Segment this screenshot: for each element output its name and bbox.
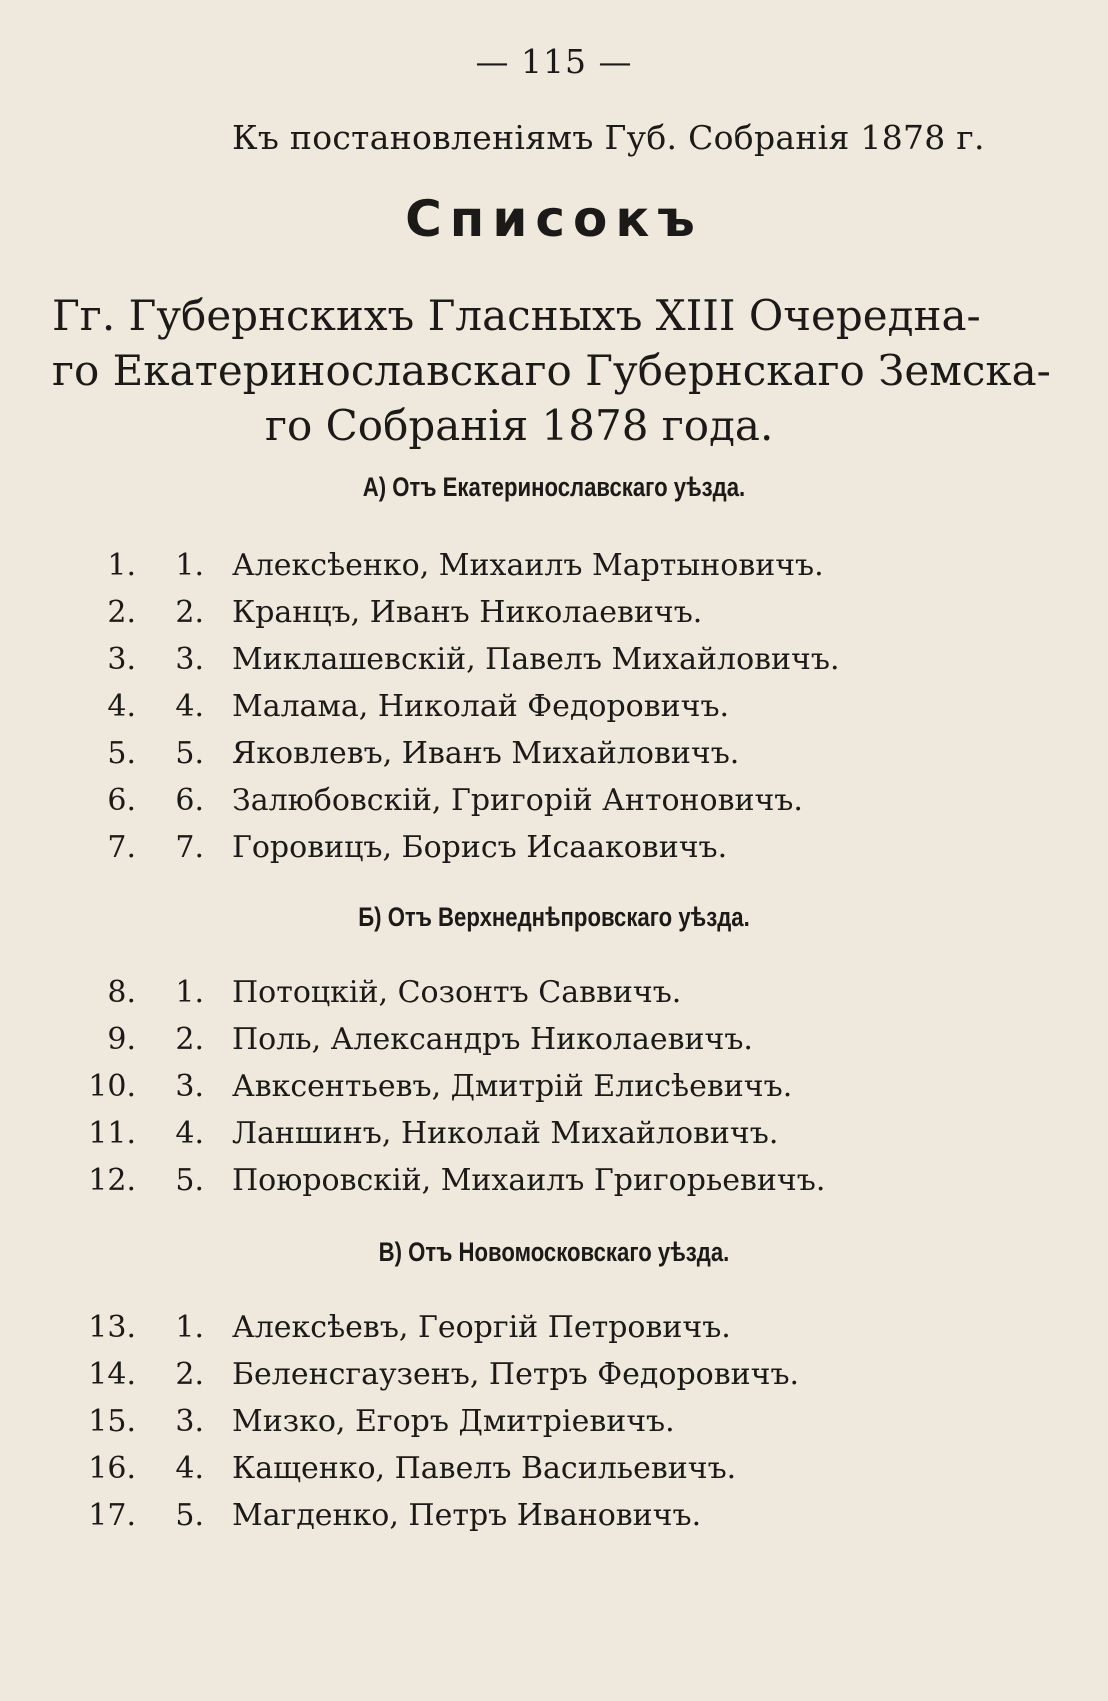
heading-line: го Собранія 1878 года. [265, 401, 774, 450]
resolution-note: Къ постановленіямъ Губ. Собранія 1878 г. [232, 118, 985, 157]
entry-global-number: 10. [88, 1069, 136, 1104]
entry-local-number: 3. [175, 1069, 204, 1104]
entry-local-number: 3. [175, 1404, 204, 1439]
entry-member-name: Поюровскій, Михаилъ Григорьевичъ. [232, 1163, 826, 1198]
entry-member-name: Горовицъ, Борисъ Исааковичъ. [232, 830, 728, 865]
entry-global-number: 14. [88, 1357, 136, 1392]
entry-member-name: Потоцкій, Созонтъ Саввичъ. [232, 975, 682, 1010]
entry-member-name: Магденко, Петръ Ивановичъ. [232, 1498, 702, 1533]
entry-global-number: 1. [107, 548, 136, 583]
entry-local-number: 6. [175, 783, 204, 818]
entry-local-number: 2. [175, 1022, 204, 1057]
entry-global-number: 3. [107, 642, 136, 677]
entry-local-number: 4. [175, 1116, 204, 1151]
entry-member-name: Алексѣевъ, Георгій Петровичъ. [232, 1310, 731, 1345]
entry-global-number: 15. [88, 1404, 136, 1439]
entry-global-number: 13. [88, 1310, 136, 1345]
entry-local-number: 4. [175, 1451, 204, 1486]
heading-line: Гг. Губернскихъ Гласныхъ XIII Очередна- [52, 291, 981, 340]
entry-local-number: 1. [175, 548, 204, 583]
entry-member-name: Залюбовскій, Григорій Антоновичъ. [232, 783, 803, 818]
entry-global-number: 11. [88, 1116, 136, 1151]
section-title-novomoskovsk: В) Отъ Новомосковскаго уѣзда. [378, 1237, 730, 1267]
entry-member-name: Беленсгаузенъ, Петръ Федоровичъ. [232, 1357, 800, 1392]
entry-member-name: Ланшинъ, Николай Михайловичъ. [232, 1116, 779, 1151]
entry-local-number: 1. [175, 975, 204, 1010]
entry-local-number: 3. [175, 642, 204, 677]
entry-local-number: 1. [175, 1310, 204, 1345]
entry-member-name: Алексѣенко, Михаилъ Мартыновичъ. [232, 548, 824, 583]
entry-member-name: Кащенко, Павелъ Васильевичъ. [232, 1451, 737, 1486]
heading-line: го Екатеринославскаго Губернскаго Земска- [52, 346, 1051, 395]
entry-member-name: Кранцъ, Иванъ Николаевичъ. [232, 595, 703, 630]
list-title: Списокъ [405, 190, 703, 248]
section-title-verkhnedneprovsk: Б) Отъ Верхнеднѣпровскаго уѣзда. [358, 902, 750, 932]
entry-local-number: 2. [175, 595, 204, 630]
entry-member-name: Яковлевъ, Иванъ Михайловичъ. [232, 736, 740, 771]
entry-member-name: Авксентьевъ, Дмитрій Елисѣевичъ. [232, 1069, 793, 1104]
entry-member-name: Малама, Николай Федоровичъ. [232, 689, 730, 724]
entry-local-number: 5. [175, 736, 204, 771]
entry-local-number: 5. [175, 1498, 204, 1533]
entry-global-number: 6. [107, 783, 136, 818]
document-heading [52, 288, 1051, 453]
entry-local-number: 4. [175, 689, 204, 724]
entry-local-number: 2. [175, 1357, 204, 1392]
entry-global-number: 12. [88, 1163, 136, 1198]
entry-local-number: 7. [175, 830, 204, 865]
entry-member-name: Миклашевскій, Павелъ Михайловичъ. [232, 642, 840, 677]
section-title-ekaterinoslav: А) Отъ Екатеринославскаго уѣзда. [362, 472, 746, 502]
entry-global-number: 17. [88, 1498, 136, 1533]
entry-global-number: 4. [107, 689, 136, 724]
entry-global-number: 2. [107, 595, 136, 630]
entry-global-number: 8. [107, 975, 136, 1010]
entry-member-name: Поль, Александръ Николаевичъ. [232, 1022, 753, 1057]
entry-member-name: Мизко, Егоръ Дмитріевичъ. [232, 1404, 675, 1439]
entry-global-number: 7. [107, 830, 136, 865]
entry-local-number: 5. [175, 1163, 204, 1198]
page-number: — 115 — [475, 42, 633, 81]
entry-global-number: 16. [88, 1451, 136, 1486]
entry-global-number: 5. [107, 736, 136, 771]
entry-global-number: 9. [107, 1022, 136, 1057]
